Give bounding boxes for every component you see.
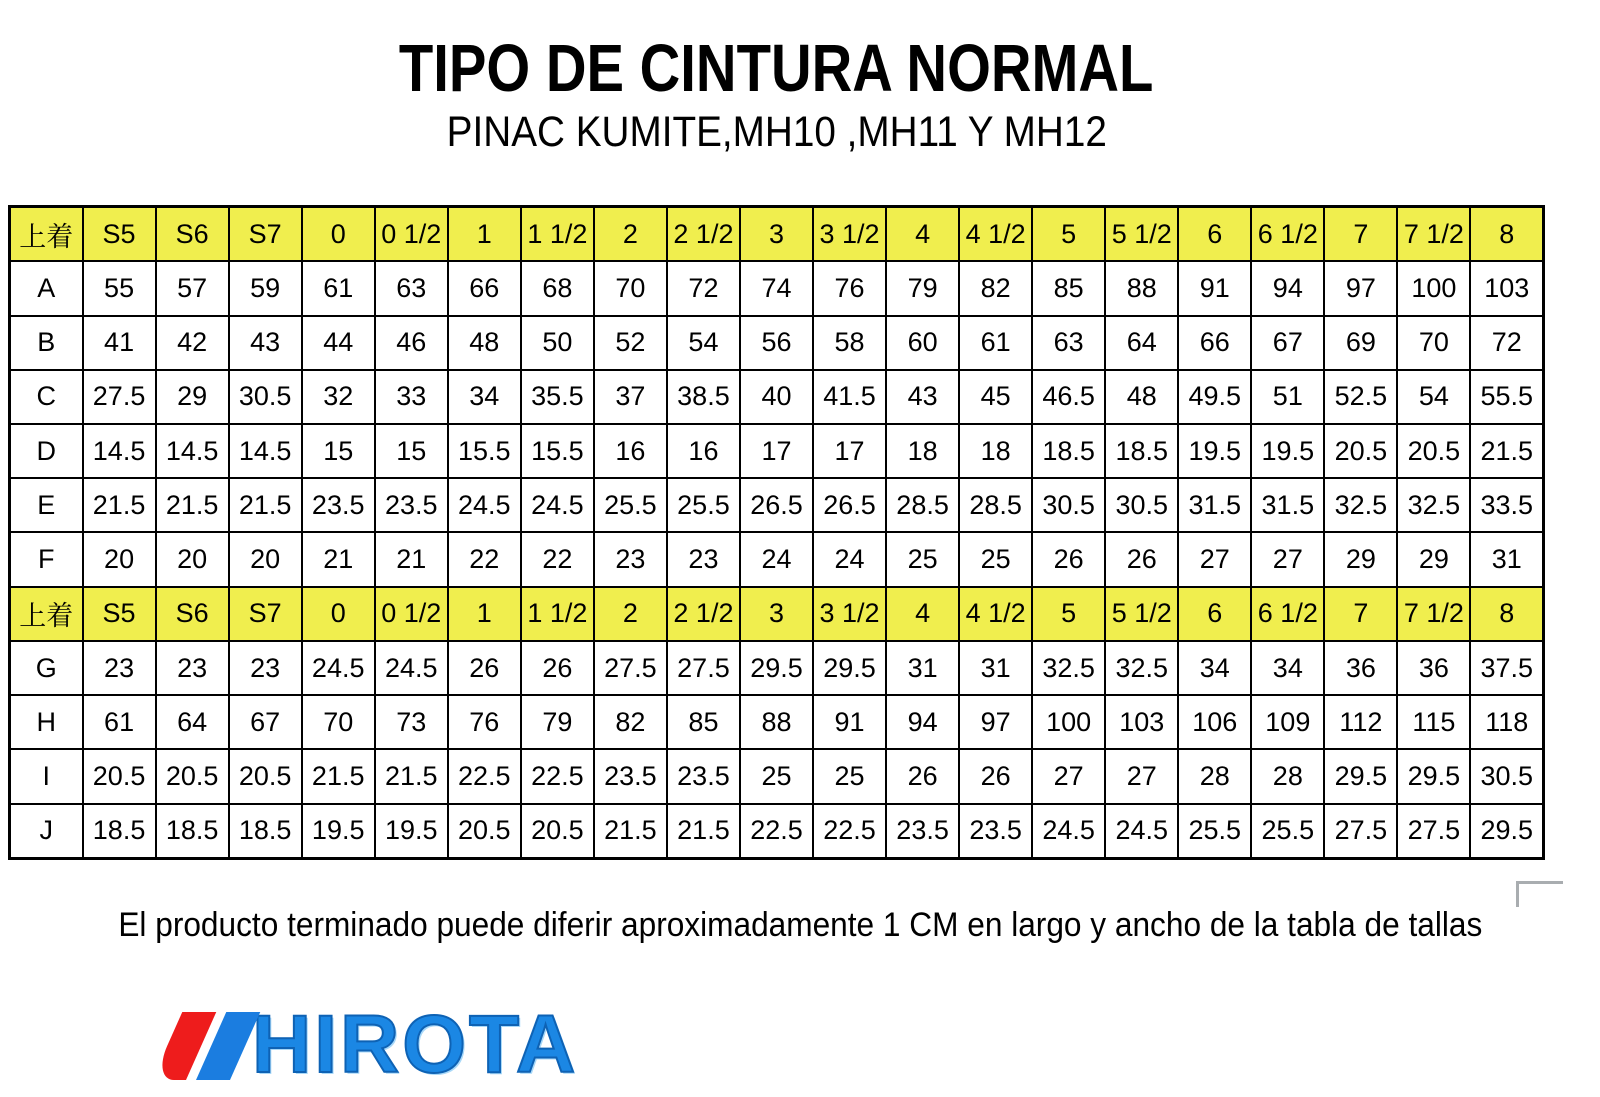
- data-cell: 66: [1178, 316, 1251, 370]
- header-size-cell: 6 1/2: [1251, 587, 1324, 641]
- data-cell: 28: [1178, 749, 1251, 803]
- data-cell: 112: [1324, 695, 1397, 749]
- data-cell: 26: [1105, 532, 1178, 586]
- data-cell: 21.5: [594, 804, 667, 859]
- page-title-text: TIPO DE CINTURA NORMAL: [399, 31, 1154, 106]
- data-cell: 115: [1397, 695, 1470, 749]
- header-size-cell: 4: [886, 207, 959, 262]
- data-cell: 23.5: [375, 478, 448, 532]
- data-cell: 20: [229, 532, 302, 586]
- row-label: B: [10, 316, 83, 370]
- data-cell: 15.5: [521, 424, 594, 478]
- data-cell: 18.5: [1032, 424, 1105, 478]
- data-cell: 17: [813, 424, 886, 478]
- data-cell: 34: [448, 370, 521, 424]
- data-cell: 52.5: [1324, 370, 1397, 424]
- data-cell: 30.5: [1470, 749, 1543, 803]
- data-cell: 97: [1324, 261, 1397, 315]
- data-cell: 25: [886, 532, 959, 586]
- data-cell: 26: [959, 749, 1032, 803]
- data-cell: 97: [959, 695, 1032, 749]
- data-cell: 76: [448, 695, 521, 749]
- data-cell: 43: [229, 316, 302, 370]
- data-cell: 24.5: [448, 478, 521, 532]
- data-cell: 85: [1032, 261, 1105, 315]
- header-size-cell: 4 1/2: [959, 207, 1032, 262]
- data-cell: 67: [1251, 316, 1324, 370]
- data-cell: 27: [1105, 749, 1178, 803]
- data-cell: 32.5: [1032, 641, 1105, 695]
- data-cell: 49.5: [1178, 370, 1251, 424]
- data-cell: 22.5: [813, 804, 886, 859]
- header-row: [10, 207, 1544, 262]
- data-cell: 72: [1470, 316, 1543, 370]
- data-cell: 21.5: [302, 749, 375, 803]
- data-cell: 15: [375, 424, 448, 478]
- header-size-cell: S7: [229, 207, 302, 262]
- data-cell: 20.5: [229, 749, 302, 803]
- data-cell: 23.5: [302, 478, 375, 532]
- data-cell: 19.5: [302, 804, 375, 859]
- data-cell: 27: [1251, 532, 1324, 586]
- row-label: J: [10, 804, 83, 859]
- header-size-cell: 5 1/2: [1105, 207, 1178, 262]
- header-size-cell: 7 1/2: [1397, 207, 1470, 262]
- data-cell: 70: [1397, 316, 1470, 370]
- data-cell: 32.5: [1397, 478, 1470, 532]
- data-cell: 26.5: [813, 478, 886, 532]
- data-cell: 23: [594, 532, 667, 586]
- data-cell: 41.5: [813, 370, 886, 424]
- table-row: [10, 424, 1544, 478]
- data-cell: 70: [302, 695, 375, 749]
- data-cell: 37.5: [1470, 641, 1543, 695]
- table-row: [10, 370, 1544, 424]
- header-size-cell: 6: [1178, 207, 1251, 262]
- data-cell: 91: [813, 695, 886, 749]
- data-cell: 61: [83, 695, 156, 749]
- data-cell: 57: [156, 261, 229, 315]
- header-corner-cell: 上着: [10, 207, 83, 262]
- table-row: [10, 695, 1544, 749]
- data-cell: 44: [302, 316, 375, 370]
- data-cell: 20: [156, 532, 229, 586]
- header-size-cell: S7: [229, 587, 302, 641]
- data-cell: 18.5: [1105, 424, 1178, 478]
- data-cell: 73: [375, 695, 448, 749]
- header-size-cell: S5: [83, 587, 156, 641]
- page-subtitle-text: PINAC KUMITE,MH10 ,MH11 Y MH12: [446, 108, 1107, 157]
- data-cell: 23: [229, 641, 302, 695]
- data-cell: 15: [302, 424, 375, 478]
- data-cell: 64: [1105, 316, 1178, 370]
- data-cell: 21.5: [375, 749, 448, 803]
- data-cell: 32.5: [1105, 641, 1178, 695]
- data-cell: 15.5: [448, 424, 521, 478]
- data-cell: 106: [1178, 695, 1251, 749]
- crop-corner-mark: [1516, 881, 1563, 907]
- data-cell: 22.5: [521, 749, 594, 803]
- data-cell: 18.5: [229, 804, 302, 859]
- data-cell: 45: [959, 370, 1032, 424]
- data-cell: 24: [813, 532, 886, 586]
- data-cell: 18.5: [83, 804, 156, 859]
- data-cell: 55: [83, 261, 156, 315]
- header-size-cell: 7 1/2: [1397, 587, 1470, 641]
- data-cell: 33: [375, 370, 448, 424]
- row-label: E: [10, 478, 83, 532]
- header-size-cell: 5: [1032, 587, 1105, 641]
- data-cell: 61: [302, 261, 375, 315]
- data-cell: 29: [156, 370, 229, 424]
- data-cell: 22: [448, 532, 521, 586]
- header-size-cell: 7: [1324, 587, 1397, 641]
- data-cell: 21: [302, 532, 375, 586]
- data-cell: 29.5: [1470, 804, 1543, 859]
- data-cell: 94: [1251, 261, 1324, 315]
- data-cell: 29: [1397, 532, 1470, 586]
- header-size-cell: 2: [594, 207, 667, 262]
- data-cell: 20.5: [83, 749, 156, 803]
- data-cell: 26: [521, 641, 594, 695]
- data-cell: 59: [229, 261, 302, 315]
- data-cell: 20.5: [1324, 424, 1397, 478]
- data-cell: 29.5: [1324, 749, 1397, 803]
- header-size-cell: 6 1/2: [1251, 207, 1324, 262]
- header-size-cell: 3: [740, 207, 813, 262]
- data-cell: 31: [959, 641, 1032, 695]
- data-cell: 26: [448, 641, 521, 695]
- table-row: [10, 804, 1544, 859]
- data-cell: 61: [959, 316, 1032, 370]
- data-cell: 118: [1470, 695, 1543, 749]
- row-label: G: [10, 641, 83, 695]
- data-cell: 29: [1324, 532, 1397, 586]
- header-size-cell: S6: [156, 587, 229, 641]
- row-label: H: [10, 695, 83, 749]
- data-cell: 19.5: [1251, 424, 1324, 478]
- data-cell: 20.5: [521, 804, 594, 859]
- data-cell: 22.5: [448, 749, 521, 803]
- data-cell: 25.5: [1178, 804, 1251, 859]
- header-corner-cell: 上着: [10, 587, 83, 641]
- data-cell: 82: [959, 261, 1032, 315]
- data-cell: 27.5: [1397, 804, 1470, 859]
- table-row: [10, 749, 1544, 803]
- data-cell: 38.5: [667, 370, 740, 424]
- data-cell: 68: [521, 261, 594, 315]
- data-cell: 66: [448, 261, 521, 315]
- row-label: I: [10, 749, 83, 803]
- data-cell: 27: [1032, 749, 1105, 803]
- data-cell: 18.5: [156, 804, 229, 859]
- data-cell: 23.5: [886, 804, 959, 859]
- data-cell: 32: [302, 370, 375, 424]
- data-cell: 23.5: [959, 804, 1032, 859]
- data-cell: 26: [1032, 532, 1105, 586]
- data-cell: 21: [375, 532, 448, 586]
- data-cell: 28.5: [886, 478, 959, 532]
- size-table: [8, 205, 1545, 860]
- header-size-cell: 4 1/2: [959, 587, 1032, 641]
- data-cell: 14.5: [83, 424, 156, 478]
- row-label: C: [10, 370, 83, 424]
- data-cell: 25: [740, 749, 813, 803]
- data-cell: 30.5: [1032, 478, 1105, 532]
- data-cell: 91: [1178, 261, 1251, 315]
- data-cell: 26: [886, 749, 959, 803]
- header-size-cell: 8: [1470, 207, 1543, 262]
- data-cell: 79: [886, 261, 959, 315]
- data-cell: 48: [1105, 370, 1178, 424]
- data-cell: 24.5: [375, 641, 448, 695]
- data-cell: 25: [959, 532, 1032, 586]
- data-cell: 21.5: [667, 804, 740, 859]
- data-cell: 25.5: [594, 478, 667, 532]
- data-cell: 18: [886, 424, 959, 478]
- data-cell: 20.5: [156, 749, 229, 803]
- data-cell: 31.5: [1178, 478, 1251, 532]
- header-size-cell: S5: [83, 207, 156, 262]
- data-cell: 20.5: [448, 804, 521, 859]
- data-cell: 27.5: [594, 641, 667, 695]
- header-size-cell: 2: [594, 587, 667, 641]
- data-cell: 72: [667, 261, 740, 315]
- data-cell: 22: [521, 532, 594, 586]
- header-size-cell: 8: [1470, 587, 1543, 641]
- header-row: [10, 587, 1544, 641]
- header-size-cell: 0: [302, 587, 375, 641]
- data-cell: 58: [813, 316, 886, 370]
- data-cell: 50: [521, 316, 594, 370]
- data-cell: 24: [740, 532, 813, 586]
- data-cell: 41: [83, 316, 156, 370]
- logo-wordmark: HIROTA: [252, 998, 579, 1090]
- header-size-cell: 1 1/2: [521, 207, 594, 262]
- table-row: [10, 261, 1544, 315]
- data-cell: 25.5: [667, 478, 740, 532]
- data-cell: 31.5: [1251, 478, 1324, 532]
- data-cell: 20.5: [1397, 424, 1470, 478]
- tolerance-note: [0, 905, 1600, 946]
- data-cell: 42: [156, 316, 229, 370]
- data-cell: 36: [1397, 641, 1470, 695]
- data-cell: 36: [1324, 641, 1397, 695]
- data-cell: 46.5: [1032, 370, 1105, 424]
- table-row: [10, 316, 1544, 370]
- data-cell: 18: [959, 424, 1032, 478]
- data-cell: 48: [448, 316, 521, 370]
- data-cell: 29.5: [813, 641, 886, 695]
- data-cell: 25.5: [1251, 804, 1324, 859]
- data-cell: 76: [813, 261, 886, 315]
- data-cell: 30.5: [1105, 478, 1178, 532]
- data-cell: 56: [740, 316, 813, 370]
- data-cell: 32.5: [1324, 478, 1397, 532]
- table-row: [10, 478, 1544, 532]
- header-block: [8, 31, 1545, 157]
- data-cell: 52: [594, 316, 667, 370]
- data-cell: 17: [740, 424, 813, 478]
- data-cell: 24.5: [302, 641, 375, 695]
- data-cell: 28: [1251, 749, 1324, 803]
- data-cell: 109: [1251, 695, 1324, 749]
- data-cell: 85: [667, 695, 740, 749]
- data-cell: 16: [594, 424, 667, 478]
- row-label: F: [10, 532, 83, 586]
- data-cell: 24.5: [1105, 804, 1178, 859]
- table-row: [10, 641, 1544, 695]
- data-cell: 21.5: [229, 478, 302, 532]
- data-cell: 70: [594, 261, 667, 315]
- data-cell: 27.5: [667, 641, 740, 695]
- header-size-cell: 2 1/2: [667, 587, 740, 641]
- data-cell: 67: [229, 695, 302, 749]
- data-cell: 40: [740, 370, 813, 424]
- data-cell: 63: [1032, 316, 1105, 370]
- page-title: [8, 31, 1545, 106]
- header-size-cell: 5 1/2: [1105, 587, 1178, 641]
- data-cell: 31: [886, 641, 959, 695]
- data-cell: 34: [1178, 641, 1251, 695]
- data-cell: 25: [813, 749, 886, 803]
- data-cell: 31: [1470, 532, 1543, 586]
- data-cell: 24.5: [1032, 804, 1105, 859]
- data-cell: 35.5: [521, 370, 594, 424]
- data-cell: 29.5: [740, 641, 813, 695]
- data-cell: 46: [375, 316, 448, 370]
- data-cell: 30.5: [229, 370, 302, 424]
- data-cell: 27.5: [1324, 804, 1397, 859]
- data-cell: 27.5: [83, 370, 156, 424]
- data-cell: 23.5: [667, 749, 740, 803]
- data-cell: 103: [1105, 695, 1178, 749]
- data-cell: 16: [667, 424, 740, 478]
- data-cell: 88: [1105, 261, 1178, 315]
- data-cell: 100: [1032, 695, 1105, 749]
- header-size-cell: 7: [1324, 207, 1397, 262]
- data-cell: 20: [83, 532, 156, 586]
- data-cell: 21.5: [156, 478, 229, 532]
- data-cell: 100: [1397, 261, 1470, 315]
- data-cell: 21.5: [83, 478, 156, 532]
- data-cell: 29.5: [1397, 749, 1470, 803]
- data-cell: 26.5: [740, 478, 813, 532]
- header-size-cell: 6: [1178, 587, 1251, 641]
- data-cell: 34: [1251, 641, 1324, 695]
- data-cell: 54: [667, 316, 740, 370]
- data-cell: 79: [521, 695, 594, 749]
- header-size-cell: 0 1/2: [375, 207, 448, 262]
- header-size-cell: 5: [1032, 207, 1105, 262]
- data-cell: 14.5: [156, 424, 229, 478]
- data-cell: 74: [740, 261, 813, 315]
- data-cell: 43: [886, 370, 959, 424]
- data-cell: 23.5: [594, 749, 667, 803]
- data-cell: 60: [886, 316, 959, 370]
- header-size-cell: 3: [740, 587, 813, 641]
- data-cell: 23: [156, 641, 229, 695]
- data-cell: 88: [740, 695, 813, 749]
- size-table-body: [10, 207, 1544, 859]
- header-size-cell: 2 1/2: [667, 207, 740, 262]
- data-cell: 21.5: [1470, 424, 1543, 478]
- data-cell: 37: [594, 370, 667, 424]
- data-cell: 14.5: [229, 424, 302, 478]
- data-cell: 69: [1324, 316, 1397, 370]
- data-cell: 82: [594, 695, 667, 749]
- data-cell: 54: [1397, 370, 1470, 424]
- header-size-cell: 0 1/2: [375, 587, 448, 641]
- header-size-cell: 4: [886, 587, 959, 641]
- data-cell: 55.5: [1470, 370, 1543, 424]
- data-cell: 103: [1470, 261, 1543, 315]
- data-cell: 27: [1178, 532, 1251, 586]
- header-size-cell: 0: [302, 207, 375, 262]
- tolerance-note-text: El producto terminado puede diferir aproximadamente 1 CM en largo y ancho de la tabla de tallas: [118, 906, 1482, 944]
- header-size-cell: 3 1/2: [813, 587, 886, 641]
- row-label: A: [10, 261, 83, 315]
- data-cell: 19.5: [375, 804, 448, 859]
- data-cell: 19.5: [1178, 424, 1251, 478]
- data-cell: 23: [83, 641, 156, 695]
- data-cell: 63: [375, 261, 448, 315]
- header-size-cell: 1 1/2: [521, 587, 594, 641]
- data-cell: 28.5: [959, 478, 1032, 532]
- data-cell: 22.5: [740, 804, 813, 859]
- page-subtitle: [8, 110, 1545, 155]
- header-size-cell: 1: [448, 207, 521, 262]
- data-cell: 51: [1251, 370, 1324, 424]
- header-size-cell: S6: [156, 207, 229, 262]
- data-cell: 24.5: [521, 478, 594, 532]
- data-cell: 23: [667, 532, 740, 586]
- table-row: [10, 532, 1544, 586]
- header-size-cell: 3 1/2: [813, 207, 886, 262]
- header-size-cell: 1: [448, 587, 521, 641]
- data-cell: 64: [156, 695, 229, 749]
- data-cell: 94: [886, 695, 959, 749]
- row-label: D: [10, 424, 83, 478]
- data-cell: 33.5: [1470, 478, 1543, 532]
- hirota-logo: [152, 998, 579, 1090]
